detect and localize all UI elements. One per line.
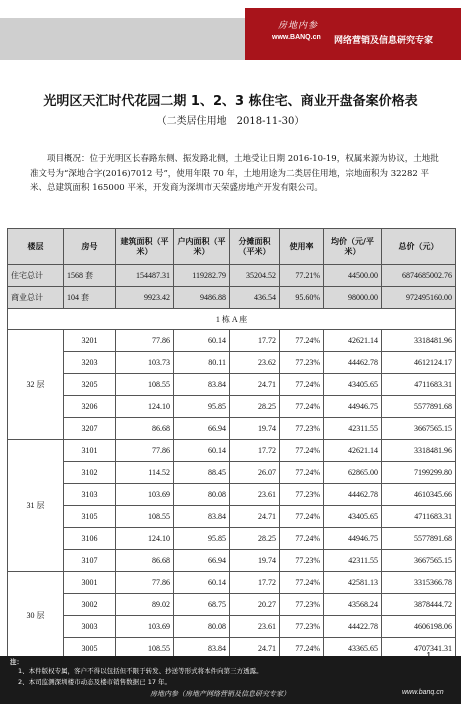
floor-label: 31 层 xyxy=(8,440,64,572)
table-row xyxy=(8,484,456,506)
summary-label: 住宅总计 xyxy=(8,265,64,287)
table-row xyxy=(8,528,456,550)
col-header-inner: 户内面积（平米） xyxy=(174,229,230,265)
avg-cell: 44946.75 xyxy=(324,528,382,550)
room-cell: 3206 xyxy=(64,396,116,418)
avg-cell: 43405.65 xyxy=(324,374,382,396)
summary-shared-cell: 436.54 xyxy=(230,287,280,309)
avg-cell: 44462.78 xyxy=(324,484,382,506)
rate-cell: 77.24% xyxy=(280,638,324,660)
room-cell: 3207 xyxy=(64,418,116,440)
rate-cell: 77.23% xyxy=(280,594,324,616)
building-row xyxy=(8,309,456,330)
total-cell: 3318481.96 xyxy=(382,330,456,352)
shared-cell: 20.27 xyxy=(230,594,280,616)
inner-cell: 66.94 xyxy=(174,418,230,440)
area-cell: 103.69 xyxy=(116,616,174,638)
avg-cell: 43405.65 xyxy=(324,506,382,528)
notes-heading: 注： xyxy=(10,658,23,666)
table-row xyxy=(8,374,456,396)
price-table xyxy=(7,228,456,660)
total-cell: 7199299.80 xyxy=(382,462,456,484)
org-name: 网络营销及信息研究专家 xyxy=(334,36,434,46)
shared-cell: 24.71 xyxy=(230,638,280,660)
inner-cell: 68.75 xyxy=(174,594,230,616)
col-header-avg: 均价（元/平米） xyxy=(324,229,382,265)
notes-footer xyxy=(0,656,461,704)
shared-cell: 28.25 xyxy=(230,396,280,418)
area-cell: 77.86 xyxy=(116,330,174,352)
area-cell: 108.55 xyxy=(116,374,174,396)
summary-rate-cell: 95.60% xyxy=(280,287,324,309)
summary-inner-cell: 9486.88 xyxy=(174,287,230,309)
total-cell: 3318481.96 xyxy=(382,440,456,462)
shared-cell: 23.61 xyxy=(230,484,280,506)
summary-area-cell: 9923.42 xyxy=(116,287,174,309)
area-cell: 124.10 xyxy=(116,396,174,418)
total-cell: 3315366.78 xyxy=(382,572,456,594)
inner-cell: 80.11 xyxy=(174,352,230,374)
summary-avg-cell: 44500.00 xyxy=(324,265,382,287)
floor-label: 30 层 xyxy=(8,572,64,660)
table-row xyxy=(8,330,456,352)
room-cell: 3105 xyxy=(64,506,116,528)
total-cell: 4610345.66 xyxy=(382,484,456,506)
page-title: 光明区天汇时代花园二期 1、2、3 栋住宅、商业开盘备案价格表 xyxy=(43,94,418,109)
table-row xyxy=(8,462,456,484)
inner-cell: 83.84 xyxy=(174,506,230,528)
avg-cell: 42621.14 xyxy=(324,440,382,462)
avg-cell: 44462.78 xyxy=(324,352,382,374)
avg-cell: 44946.75 xyxy=(324,396,382,418)
area-cell: 89.02 xyxy=(116,594,174,616)
rate-cell: 77.24% xyxy=(280,528,324,550)
total-cell: 4606198.06 xyxy=(382,616,456,638)
col-header-room: 房号 xyxy=(64,229,116,265)
area-cell: 86.68 xyxy=(116,418,174,440)
summary-total-cell: 972495160.00 xyxy=(382,287,456,309)
shared-cell: 19.74 xyxy=(230,418,280,440)
room-cell: 3001 xyxy=(64,572,116,594)
inner-cell: 83.84 xyxy=(174,638,230,660)
project-intro: 项目概况：位于光明区长春路东侧、振发路北侧，土地受让日期 2016-10-19，权属来源为协议，土地批准文号为“深地合字(2016)7012 号”，使用年限 70 年，土地用途为二类居住用地，宗地面积为 32282 平米、总建筑面积 165000 平米，开发商为深圳市天荣盛房地产开发有限公司。 xyxy=(30,154,439,193)
header-banner xyxy=(0,0,461,74)
rate-cell: 77.23% xyxy=(280,550,324,572)
shared-cell: 26.07 xyxy=(230,462,280,484)
table-row xyxy=(8,594,456,616)
rate-cell: 77.24% xyxy=(280,462,324,484)
total-cell: 4711683.31 xyxy=(382,374,456,396)
total-cell: 3667565.15 xyxy=(382,418,456,440)
avg-cell: 43568.24 xyxy=(324,594,382,616)
area-cell: 124.10 xyxy=(116,528,174,550)
inner-cell: 80.08 xyxy=(174,616,230,638)
rate-cell: 77.24% xyxy=(280,374,324,396)
area-cell: 108.55 xyxy=(116,506,174,528)
room-cell: 3107 xyxy=(64,550,116,572)
total-cell: 4711683.31 xyxy=(382,506,456,528)
room-cell: 3205 xyxy=(64,374,116,396)
shared-cell: 17.72 xyxy=(230,572,280,594)
inner-cell: 80.08 xyxy=(174,484,230,506)
table-row xyxy=(8,396,456,418)
room-cell: 3106 xyxy=(64,528,116,550)
shared-cell: 24.71 xyxy=(230,506,280,528)
logo-text: 房地内参 xyxy=(278,21,319,31)
table-row xyxy=(8,550,456,572)
room-cell: 3002 xyxy=(64,594,116,616)
summary-total-cell: 6874685002.76 xyxy=(382,265,456,287)
shared-cell: 19.74 xyxy=(230,550,280,572)
shared-cell: 24.71 xyxy=(230,374,280,396)
shared-cell: 23.62 xyxy=(230,352,280,374)
avg-cell: 42581.13 xyxy=(324,572,382,594)
rate-cell: 77.23% xyxy=(280,352,324,374)
rate-cell: 77.23% xyxy=(280,616,324,638)
rate-cell: 77.24% xyxy=(280,330,324,352)
area-cell: 103.73 xyxy=(116,352,174,374)
inner-cell: 60.14 xyxy=(174,572,230,594)
summary-label: 商业总计 xyxy=(8,287,64,309)
page-subtitle: （二类居住用地 2018-11-30） xyxy=(156,116,305,127)
table-row xyxy=(8,616,456,638)
area-cell: 103.69 xyxy=(116,484,174,506)
room-cell: 3102 xyxy=(64,462,116,484)
rate-cell: 77.23% xyxy=(280,418,324,440)
avg-cell: 44422.78 xyxy=(324,616,382,638)
total-cell: 4707341.31 xyxy=(382,638,456,660)
summary-inner-cell: 119282.79 xyxy=(174,265,230,287)
total-cell: 3878444.72 xyxy=(382,594,456,616)
col-header-total: 总价（元） xyxy=(382,229,456,265)
note-item: 1、本件版权专属，客户不得以包括但不限于转发、抄送等形式将本件向第三方透露。 xyxy=(18,667,263,675)
room-cell: 3005 xyxy=(64,638,116,660)
inner-cell: 95.85 xyxy=(174,528,230,550)
summary-count: 104 套 xyxy=(64,287,116,309)
summary-row xyxy=(8,265,456,287)
summary-avg-cell: 98000.00 xyxy=(324,287,382,309)
col-header-floor: 楼层 xyxy=(8,229,64,265)
room-cell: 3101 xyxy=(64,440,116,462)
area-cell: 108.55 xyxy=(116,638,174,660)
summary-area-cell: 154487.31 xyxy=(116,265,174,287)
total-cell: 5577891.68 xyxy=(382,396,456,418)
room-cell: 3201 xyxy=(64,330,116,352)
room-cell: 3003 xyxy=(64,616,116,638)
total-cell: 3667565.15 xyxy=(382,550,456,572)
summary-rate-cell: 77.21% xyxy=(280,265,324,287)
logo-url: www.BANQ.cn xyxy=(272,34,321,41)
avg-cell: 43365.65 xyxy=(324,638,382,660)
rate-cell: 77.24% xyxy=(280,572,324,594)
shared-cell: 23.61 xyxy=(230,616,280,638)
col-header-shared: 分摊面积（平米） xyxy=(230,229,280,265)
table-row xyxy=(8,506,456,528)
rate-cell: 77.24% xyxy=(280,506,324,528)
col-header-rate: 使用率 xyxy=(280,229,324,265)
table-row xyxy=(8,440,456,462)
table-row xyxy=(8,352,456,374)
total-cell: 5577891.68 xyxy=(382,528,456,550)
area-cell: 77.86 xyxy=(116,440,174,462)
inner-cell: 95.85 xyxy=(174,396,230,418)
footer-url: www.banq.cn xyxy=(402,689,444,696)
summary-row xyxy=(8,287,456,309)
room-cell: 3103 xyxy=(64,484,116,506)
summary-shared-cell: 35204.52 xyxy=(230,265,280,287)
table-header-row xyxy=(8,229,456,265)
inner-cell: 60.14 xyxy=(174,330,230,352)
avg-cell: 62865.00 xyxy=(324,462,382,484)
area-cell: 114.52 xyxy=(116,462,174,484)
avg-cell: 42311.55 xyxy=(324,550,382,572)
note-item: 2、本司监测深圳楼市动态及楼市销售数据已 17 年。 xyxy=(18,678,172,686)
building-label: 1 栋 A 座 xyxy=(8,309,456,330)
shared-cell: 17.72 xyxy=(230,440,280,462)
inner-cell: 83.84 xyxy=(174,374,230,396)
total-cell: 4612124.17 xyxy=(382,352,456,374)
rate-cell: 77.24% xyxy=(280,396,324,418)
shared-cell: 17.72 xyxy=(230,330,280,352)
inner-cell: 66.94 xyxy=(174,550,230,572)
avg-cell: 42311.55 xyxy=(324,418,382,440)
table-row xyxy=(8,418,456,440)
footer-text: 房地内参（房地产网络营销及信息研究专家） xyxy=(150,690,290,698)
avg-cell: 42621.14 xyxy=(324,330,382,352)
area-cell: 77.86 xyxy=(116,572,174,594)
summary-count: 1568 套 xyxy=(64,265,116,287)
col-header-area: 建筑面积（平米） xyxy=(116,229,174,265)
inner-cell: 88.45 xyxy=(174,462,230,484)
rate-cell: 77.24% xyxy=(280,440,324,462)
shared-cell: 28.25 xyxy=(230,528,280,550)
table-row xyxy=(8,572,456,594)
floor-label: 32 层 xyxy=(8,330,64,440)
inner-cell: 60.14 xyxy=(174,440,230,462)
area-cell: 86.68 xyxy=(116,550,174,572)
room-cell: 3203 xyxy=(64,352,116,374)
rate-cell: 77.23% xyxy=(280,484,324,506)
